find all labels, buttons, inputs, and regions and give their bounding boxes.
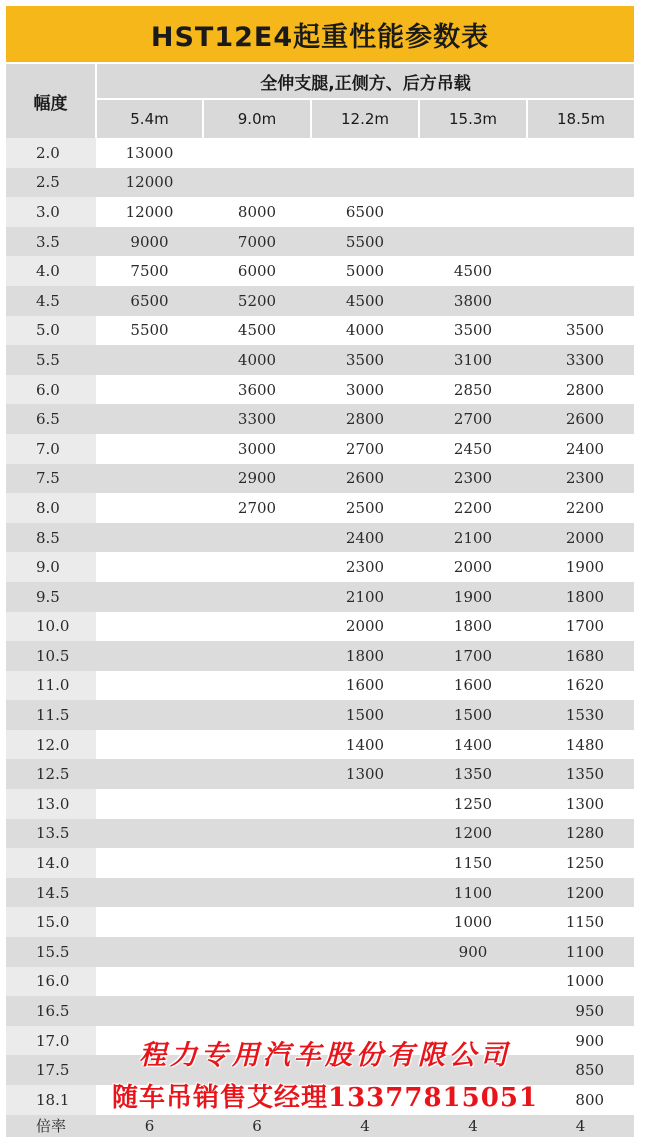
ratio-cell: 6	[96, 1115, 203, 1137]
capacity-cell: 3100	[419, 345, 527, 375]
capacity-cell: 1800	[419, 612, 527, 642]
capacity-cell	[96, 789, 203, 819]
amplitude-cell: 12.5	[6, 759, 96, 789]
capacity-cell	[96, 641, 203, 671]
capacity-cell: 1150	[527, 907, 634, 937]
table-row	[6, 700, 634, 730]
capacity-cell: 2000	[527, 523, 634, 553]
amplitude-cell: 10.5	[6, 641, 96, 671]
amplitude-cell: 4.0	[6, 256, 96, 286]
capacity-cell	[311, 789, 419, 819]
capacity-cell: 1250	[527, 848, 634, 878]
lifting-capacity-table	[6, 64, 634, 1137]
capacity-cell	[96, 996, 203, 1026]
capacity-cell	[419, 227, 527, 257]
table-row	[6, 967, 634, 997]
capacity-cell: 2300	[311, 552, 419, 582]
amplitude-cell: 11.5	[6, 700, 96, 730]
ratio-row	[6, 1115, 634, 1137]
capacity-cell	[96, 967, 203, 997]
capacity-cell: 1300	[311, 759, 419, 789]
capacity-cell: 1620	[527, 671, 634, 701]
capacity-cell: 2500	[311, 493, 419, 523]
capacity-cell	[419, 138, 527, 168]
capacity-cell	[203, 848, 311, 878]
table-row	[6, 730, 634, 760]
table-row	[6, 227, 634, 257]
capacity-cell: 1200	[527, 878, 634, 908]
table-row	[6, 138, 634, 168]
capacity-cell: 1350	[419, 759, 527, 789]
table-row	[6, 197, 634, 227]
capacity-cell: 3800	[419, 286, 527, 316]
capacity-cell	[203, 552, 311, 582]
capacity-cell	[96, 493, 203, 523]
capacity-cell	[96, 907, 203, 937]
table-row	[6, 759, 634, 789]
capacity-cell: 6500	[311, 197, 419, 227]
capacity-cell: 1000	[419, 907, 527, 937]
capacity-cell: 3300	[527, 345, 634, 375]
ratio-cell: 4	[311, 1115, 419, 1137]
table-row	[6, 434, 634, 464]
capacity-cell: 1280	[527, 819, 634, 849]
amplitude-cell: 6.5	[6, 404, 96, 434]
boom-length-header: 9.0m	[203, 99, 311, 138]
table-row	[6, 878, 634, 908]
ratio-cell: 6	[203, 1115, 311, 1137]
capacity-cell	[96, 848, 203, 878]
capacity-cell: 6000	[203, 256, 311, 286]
amplitude-cell: 16.0	[6, 967, 96, 997]
capacity-cell	[203, 138, 311, 168]
capacity-cell	[311, 138, 419, 168]
capacity-cell	[203, 907, 311, 937]
table-row	[6, 404, 634, 434]
amplitude-cell: 14.5	[6, 878, 96, 908]
boom-length-header: 18.5m	[527, 99, 634, 138]
capacity-cell: 1530	[527, 700, 634, 730]
table-row	[6, 168, 634, 198]
capacity-cell: 12000	[96, 168, 203, 198]
capacity-cell: 8000	[203, 197, 311, 227]
capacity-cell: 1500	[311, 700, 419, 730]
capacity-cell: 2200	[527, 493, 634, 523]
capacity-cell	[96, 819, 203, 849]
capacity-cell	[203, 523, 311, 553]
watermark-company: 程力专用汽车股份有限公司	[139, 1040, 511, 1071]
capacity-cell: 2300	[527, 464, 634, 494]
capacity-cell: 13000	[96, 138, 203, 168]
capacity-cell: 2200	[419, 493, 527, 523]
capacity-cell	[311, 848, 419, 878]
capacity-cell	[527, 286, 634, 316]
capacity-cell: 5200	[203, 286, 311, 316]
capacity-cell: 4500	[203, 316, 311, 346]
capacity-cell: 2400	[311, 523, 419, 553]
amplitude-cell: 7.5	[6, 464, 96, 494]
capacity-cell	[96, 345, 203, 375]
table-row	[6, 789, 634, 819]
capacity-cell: 1680	[527, 641, 634, 671]
amplitude-cell: 8.0	[6, 493, 96, 523]
capacity-cell	[419, 996, 527, 1026]
capacity-cell: 9000	[96, 227, 203, 257]
capacity-cell: 2000	[419, 552, 527, 582]
capacity-cell: 4000	[311, 316, 419, 346]
table-row	[6, 523, 634, 553]
capacity-cell	[96, 375, 203, 405]
table-row	[6, 671, 634, 701]
amplitude-cell: 12.0	[6, 730, 96, 760]
capacity-cell: 2600	[311, 464, 419, 494]
capacity-cell: 5500	[311, 227, 419, 257]
table-row	[6, 493, 634, 523]
capacity-cell: 3500	[419, 316, 527, 346]
capacity-cell	[527, 227, 634, 257]
capacity-cell	[311, 819, 419, 849]
capacity-cell: 3000	[203, 434, 311, 464]
table-row	[6, 256, 634, 286]
table-row	[6, 996, 634, 1026]
capacity-cell	[96, 434, 203, 464]
capacity-cell	[203, 819, 311, 849]
capacity-cell: 1300	[527, 789, 634, 819]
amplitude-cell: 13.0	[6, 789, 96, 819]
capacity-cell	[96, 671, 203, 701]
capacity-cell	[311, 168, 419, 198]
capacity-cell	[203, 700, 311, 730]
capacity-cell	[203, 967, 311, 997]
capacity-cell	[96, 759, 203, 789]
amplitude-cell: 13.5	[6, 819, 96, 849]
capacity-cell: 6500	[96, 286, 203, 316]
amplitude-cell: 15.5	[6, 937, 96, 967]
table-row	[6, 464, 634, 494]
amplitude-cell: 5.5	[6, 345, 96, 375]
capacity-cell: 1700	[419, 641, 527, 671]
table-row	[6, 582, 634, 612]
capacity-cell: 2850	[419, 375, 527, 405]
capacity-cell: 3500	[311, 345, 419, 375]
capacity-cell	[311, 937, 419, 967]
capacity-cell: 900	[419, 937, 527, 967]
capacity-cell	[203, 996, 311, 1026]
capacity-cell: 2700	[419, 404, 527, 434]
capacity-cell: 4500	[311, 286, 419, 316]
amplitude-cell: 7.0	[6, 434, 96, 464]
capacity-cell: 1350	[527, 759, 634, 789]
capacity-cell	[203, 789, 311, 819]
capacity-cell: 12000	[96, 197, 203, 227]
capacity-cell	[311, 878, 419, 908]
capacity-cell: 1400	[311, 730, 419, 760]
capacity-cell	[203, 612, 311, 642]
table-row	[6, 375, 634, 405]
boom-length-header: 12.2m	[311, 99, 419, 138]
capacity-cell: 1600	[311, 671, 419, 701]
table-row	[6, 345, 634, 375]
table-row	[6, 848, 634, 878]
capacity-cell	[527, 138, 634, 168]
capacity-cell: 1000	[527, 967, 634, 997]
capacity-cell: 1200	[419, 819, 527, 849]
capacity-cell: 5000	[311, 256, 419, 286]
capacity-cell	[203, 878, 311, 908]
capacity-cell	[96, 730, 203, 760]
table-row	[6, 937, 634, 967]
watermark-contact: 随车吊销售艾经理13377815051	[112, 1083, 538, 1113]
capacity-cell: 950	[527, 996, 634, 1026]
capacity-cell	[203, 759, 311, 789]
capacity-cell	[96, 404, 203, 434]
table-row	[6, 907, 634, 937]
capacity-cell: 1100	[419, 878, 527, 908]
capacity-cell	[419, 168, 527, 198]
table-row	[6, 316, 634, 346]
amplitude-cell: 2.5	[6, 168, 96, 198]
sheet-title: HST12E4起重性能参数表	[6, 6, 634, 62]
capacity-cell: 1800	[527, 582, 634, 612]
ratio-cell: 4	[419, 1115, 527, 1137]
amplitude-cell: 2.0	[6, 138, 96, 168]
capacity-cell	[527, 168, 634, 198]
capacity-cell: 900	[527, 1026, 634, 1056]
capacity-cell: 2600	[527, 404, 634, 434]
capacity-cell: 2000	[311, 612, 419, 642]
capacity-cell: 1400	[419, 730, 527, 760]
amplitude-cell: 3.0	[6, 197, 96, 227]
capacity-cell	[311, 967, 419, 997]
capacity-cell	[527, 256, 634, 286]
capacity-cell	[203, 168, 311, 198]
amplitude-cell: 5.0	[6, 316, 96, 346]
capacity-cell: 2800	[311, 404, 419, 434]
amplitude-cell: 6.0	[6, 375, 96, 405]
capacity-cell	[311, 996, 419, 1026]
boom-length-header: 5.4m	[96, 99, 203, 138]
amplitude-cell: 9.0	[6, 552, 96, 582]
capacity-cell	[96, 700, 203, 730]
ratio-cell: 4	[527, 1115, 634, 1137]
amplitude-cell: 14.0	[6, 848, 96, 878]
amplitude-cell: 11.0	[6, 671, 96, 701]
capacity-cell	[419, 967, 527, 997]
capacity-cell: 3600	[203, 375, 311, 405]
boom-length-header: 15.3m	[419, 99, 527, 138]
capacity-cell: 850	[527, 1055, 634, 1085]
amplitude-cell: 10.0	[6, 612, 96, 642]
capacity-cell	[96, 937, 203, 967]
capacity-cell: 2300	[419, 464, 527, 494]
capacity-cell: 2900	[203, 464, 311, 494]
amplitude-cell: 3.5	[6, 227, 96, 257]
amplitude-cell: 4.5	[6, 286, 96, 316]
capacity-cell: 3300	[203, 404, 311, 434]
capacity-cell: 5500	[96, 316, 203, 346]
table-row	[6, 612, 634, 642]
capacity-cell	[203, 582, 311, 612]
capacity-cell: 1150	[419, 848, 527, 878]
capacity-cell: 1700	[527, 612, 634, 642]
capacity-cell: 1900	[527, 552, 634, 582]
table-row	[6, 641, 634, 671]
capacity-cell: 3000	[311, 375, 419, 405]
capacity-cell	[96, 523, 203, 553]
capacity-cell: 3500	[527, 316, 634, 346]
capacity-cell	[96, 612, 203, 642]
capacity-cell: 2800	[527, 375, 634, 405]
capacity-cell	[203, 641, 311, 671]
capacity-cell: 1900	[419, 582, 527, 612]
amplitude-cell: 16.5	[6, 996, 96, 1026]
amplitude-cell: 18.1	[6, 1085, 96, 1115]
capacity-cell: 2700	[203, 493, 311, 523]
table-row	[6, 286, 634, 316]
capacity-cell: 1480	[527, 730, 634, 760]
amplitude-cell: 9.5	[6, 582, 96, 612]
capacity-cell: 1800	[311, 641, 419, 671]
capacity-cell: 1250	[419, 789, 527, 819]
amplitude-cell: 17.0	[6, 1026, 96, 1056]
capacity-cell: 1500	[419, 700, 527, 730]
capacity-cell: 2450	[419, 434, 527, 464]
amplitude-header: 幅度	[6, 64, 96, 138]
table-row	[6, 552, 634, 582]
capacity-cell: 4000	[203, 345, 311, 375]
capacity-cell: 7000	[203, 227, 311, 257]
capacity-cell	[96, 464, 203, 494]
amplitude-cell: 8.5	[6, 523, 96, 553]
capacity-cell	[96, 582, 203, 612]
capacity-cell	[203, 730, 311, 760]
capacity-cell: 1100	[527, 937, 634, 967]
table-row	[6, 819, 634, 849]
capacity-cell: 1600	[419, 671, 527, 701]
capacity-cell	[203, 671, 311, 701]
capacity-cell	[311, 907, 419, 937]
capacity-cell: 7500	[96, 256, 203, 286]
load-condition-header: 全伸支腿,正侧方、后方吊载	[96, 64, 634, 99]
capacity-cell	[203, 937, 311, 967]
capacity-cell: 2400	[527, 434, 634, 464]
amplitude-cell: 15.0	[6, 907, 96, 937]
capacity-cell	[96, 552, 203, 582]
capacity-cell	[419, 197, 527, 227]
capacity-cell	[96, 878, 203, 908]
capacity-cell: 800	[527, 1085, 634, 1115]
capacity-cell: 2100	[311, 582, 419, 612]
capacity-cell: 2100	[419, 523, 527, 553]
capacity-cell: 2700	[311, 434, 419, 464]
amplitude-cell: 17.5	[6, 1055, 96, 1085]
ratio-label: 倍率	[6, 1115, 96, 1137]
capacity-cell: 4500	[419, 256, 527, 286]
capacity-cell	[527, 197, 634, 227]
table-body	[6, 138, 634, 1137]
